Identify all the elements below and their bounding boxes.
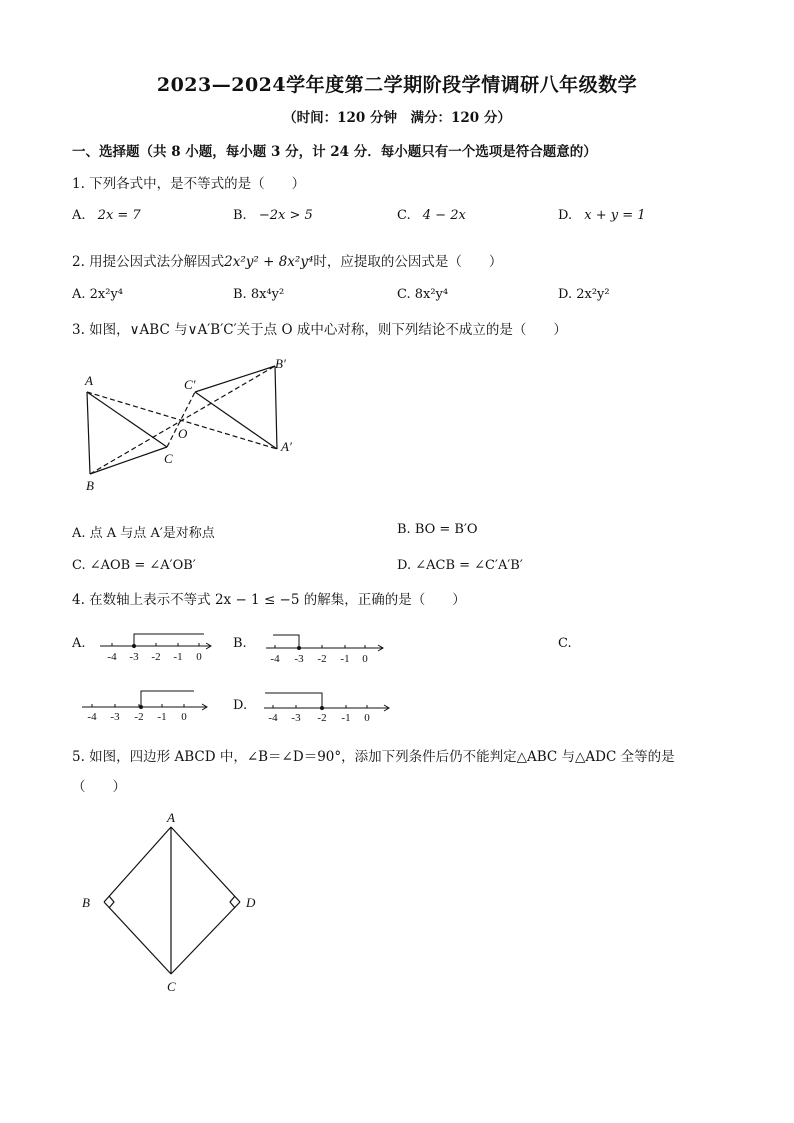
exam-info: （时间：120 分钟 满分：120 分） [283, 110, 511, 126]
q5-label-a: A [167, 810, 175, 825]
q3-option-d: D. ∠ACB = ∠C′A′B′ [397, 558, 523, 573]
q1-option-d-math: x + y = 1 [584, 208, 646, 223]
q4-numberline-d [262, 686, 394, 724]
q2-option-d: D. 2x²y² [558, 287, 610, 302]
q1-option-a-math: 2x = 7 [97, 208, 141, 223]
q4a-tick-label: 0 [196, 651, 202, 663]
q1-option-a [72, 208, 141, 223]
q4d-tick-label: -4 [268, 712, 278, 724]
q4a-tick-label: -2 [151, 651, 161, 663]
q5-label-c: C [167, 979, 176, 994]
q4c-tick-label: -2 [134, 711, 144, 722]
q3-label-b: B [86, 478, 94, 493]
q2-stem [72, 250, 502, 270]
q1-stem: 1. 下列各式中，是不等式的是（ ） [72, 176, 306, 192]
q3-stem: 3. 如图，∨ABC 与∨A′B′C′关于点 O 成中心对称，则下列结论不成立的是（ ） [72, 322, 567, 338]
q4-numberline-c [78, 686, 212, 722]
q1-option-d-letter: D. [558, 208, 573, 223]
q2-stem-pre: 2. 用提公因式法分解因式 [72, 254, 225, 270]
section-heading: 一、选择题（共 8 小题，每小题 3 分，计 24 分．每小题只有一个选项是符合题意的） [72, 144, 597, 160]
q3-label-b-prime: B′ [275, 356, 286, 371]
q4b-tick-label: -2 [317, 653, 327, 665]
q4-option-c-letter: C. [558, 636, 572, 651]
q4-option-d-letter: D. [233, 698, 248, 713]
q4b-tick-label: -1 [340, 653, 350, 665]
q1-option-d [558, 208, 646, 223]
q3-label-c-prime: C′ [184, 377, 196, 392]
q1-option-b-math: −2x > 5 [258, 208, 313, 223]
q4b-tick-label: -4 [270, 653, 280, 665]
q4-stem: 4. 在数轴上表示不等式 2x − 1 ≤ −5 的解集，正确的是（ ） [72, 592, 466, 608]
q4d-tick-label: -2 [317, 712, 327, 724]
q3-label-a-prime: A′ [281, 439, 292, 454]
q1-option-c-letter: C. [397, 208, 411, 223]
q4b-tick-label: -3 [294, 653, 304, 665]
q4c-tick-label: -4 [87, 711, 97, 722]
q4-numberline-a [98, 630, 218, 666]
q5-figure [74, 808, 274, 998]
q4a-tick-label: -4 [107, 651, 117, 663]
q2-stem-post: 时，应提取的公因式是（ ） [313, 254, 503, 270]
q4d-tick-label: -3 [291, 712, 301, 724]
q3-option-a: A. 点 A 与点 A′是对称点 [72, 526, 215, 541]
q1-option-a-letter: A. [72, 208, 86, 223]
q4d-tick-label: -1 [341, 712, 351, 724]
q3-label-o: O [178, 426, 188, 441]
q4-numberline-b [264, 630, 388, 666]
q2-option-a: A. 2x²y⁴ [72, 287, 124, 302]
page-title: 2023—2024学年度第二学期阶段学情调研八年级数学 [156, 74, 638, 96]
q3-label-c: C [164, 451, 173, 466]
q2-option-b: B. 8x⁴y² [233, 287, 285, 302]
q1-option-b-letter: B. [233, 208, 247, 223]
q5-answer-bracket: （ ） [72, 779, 126, 795]
q4-option-a-letter: A. [72, 636, 86, 651]
q3-option-b: B. BO = B′O [397, 522, 478, 537]
q5-label-d: D [246, 895, 256, 910]
q4c-tick-label: -1 [157, 711, 167, 722]
q4c-tick-label: 0 [181, 711, 187, 722]
q4a-tick-label: -3 [129, 651, 139, 663]
q4-option-b-letter: B. [233, 636, 247, 651]
q3-option-c: C. ∠AOB = ∠A′OB′ [72, 558, 196, 573]
q3-figure [70, 350, 310, 500]
q2-stem-math: 2x²y² + 8x²y⁴ [224, 254, 314, 270]
q4d-tick-label: 0 [364, 712, 370, 724]
q1-option-b [233, 208, 313, 223]
q1-option-c-math: 4 − 2x [422, 208, 466, 223]
q1-option-c [397, 208, 466, 223]
q4a-tick-label: -1 [173, 651, 183, 663]
q5-label-b: B [82, 895, 90, 910]
q5-stem: 5. 如图，四边形 ABCD 中，∠B＝∠D＝90°，添加下列条件后仍不能判定△ABC 与△ADC 全等的是 [72, 749, 675, 765]
q2-option-c: C. 8x²y⁴ [397, 287, 449, 302]
q3-label-a: A [85, 373, 93, 388]
q4b-tick-label: 0 [362, 653, 368, 665]
q4c-tick-label: -3 [110, 711, 120, 722]
